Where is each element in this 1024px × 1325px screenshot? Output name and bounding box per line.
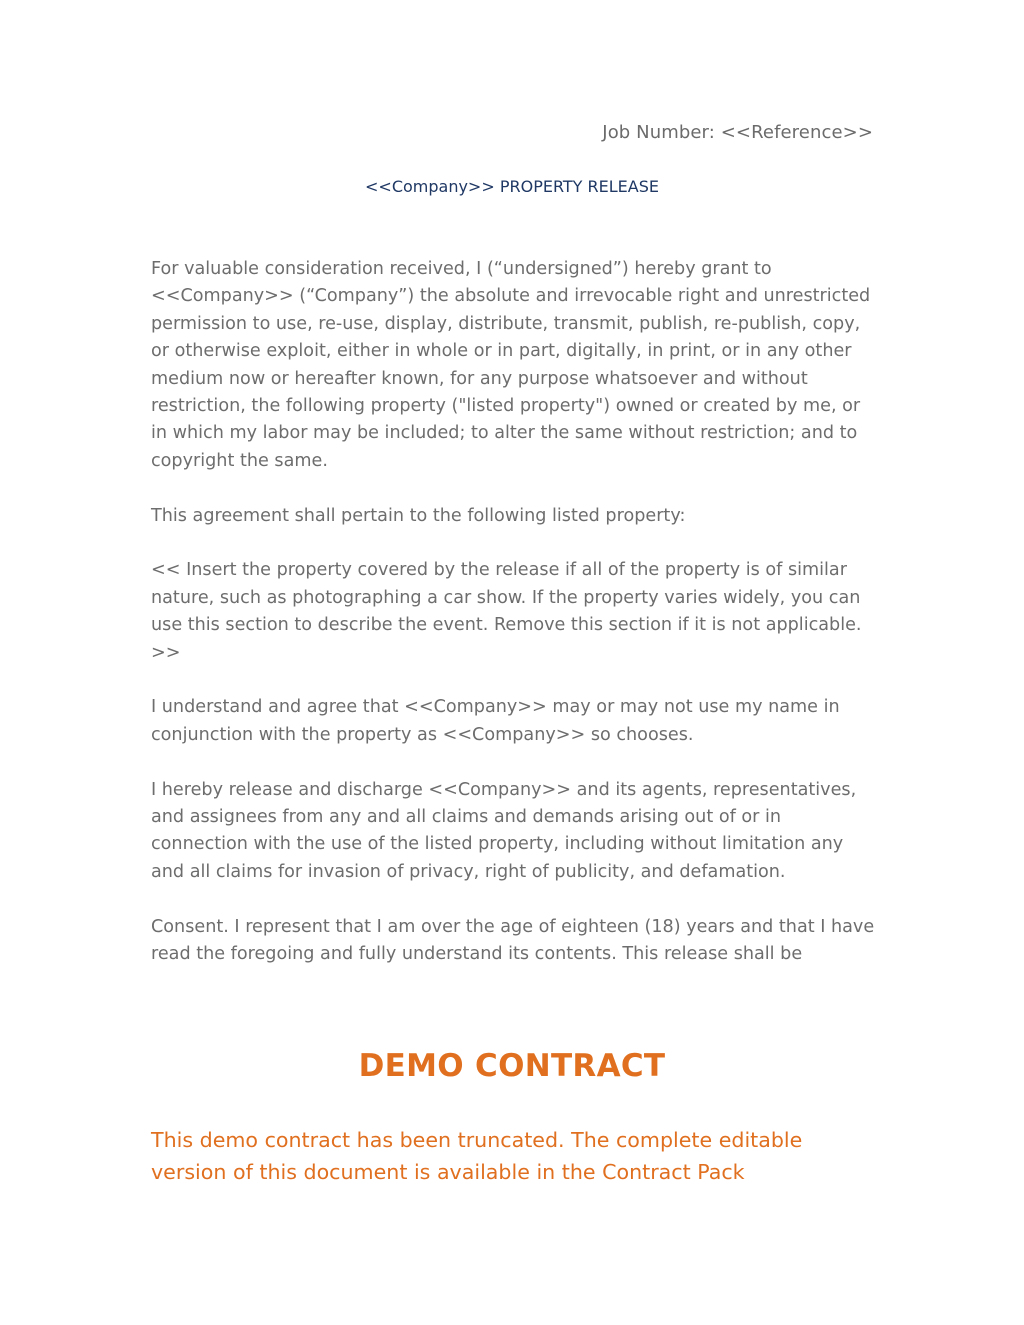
paragraph-name-use: I understand and agree that <<Company>> may or may not use my name in conjunction with the property as <<Company>> so chooses. — [151, 697, 840, 745]
paragraph-pertain: This agreement shall pertain to the following listed property: — [151, 505, 686, 526]
document-body — [151, 256, 875, 996]
paragraph-grant: For valuable consideration received, I (“undersigned”) hereby grant to <<Company>> (“Company”) the absolute and irrevocable right and unrestricted permission to use, re-use, display, distribute, transmit, publish, re-publish, copy, or otherwise exploit, either in whole or in part, digitally, in print, or in any other medium now or hereafter known, for any purpose whatsoever and without restriction, the following property ("listed property") owned or created by me, or in which my labor may be included; to alter the same without restriction; and to copyright the same. — [151, 259, 871, 471]
job-number: Job Number: <<Reference>> — [602, 122, 873, 143]
paragraph-consent: Consent. I represent that I am over the age of eighteen (18) years and that I have read the foregoing and fully understand its contents. This release shall be — [151, 916, 875, 965]
document-title: <<Company>> PROPERTY RELEASE — [365, 177, 659, 196]
paragraph-property-placeholder: << Insert the property covered by the release if all of the property is of similar nature, such as photographing a car show. If the property varies widely, you can use this section to describe the event. Remove this section if it is not applicable. >> — [151, 560, 862, 663]
demo-truncated-notice: This demo contract has been truncated. The complete editable version of this document is available in the Contract Pack — [151, 1128, 803, 1184]
demo-contract-heading: DEMO CONTRACT — [358, 1048, 666, 1084]
paragraph-release: I hereby release and discharge <<Company>> and its agents, representatives, and assignees from any and all claims and demands arising out of or in connection with the use of the listed property, including without limitation any and all claims for invasion of privacy, right of publicity, and defamation. — [151, 779, 857, 882]
